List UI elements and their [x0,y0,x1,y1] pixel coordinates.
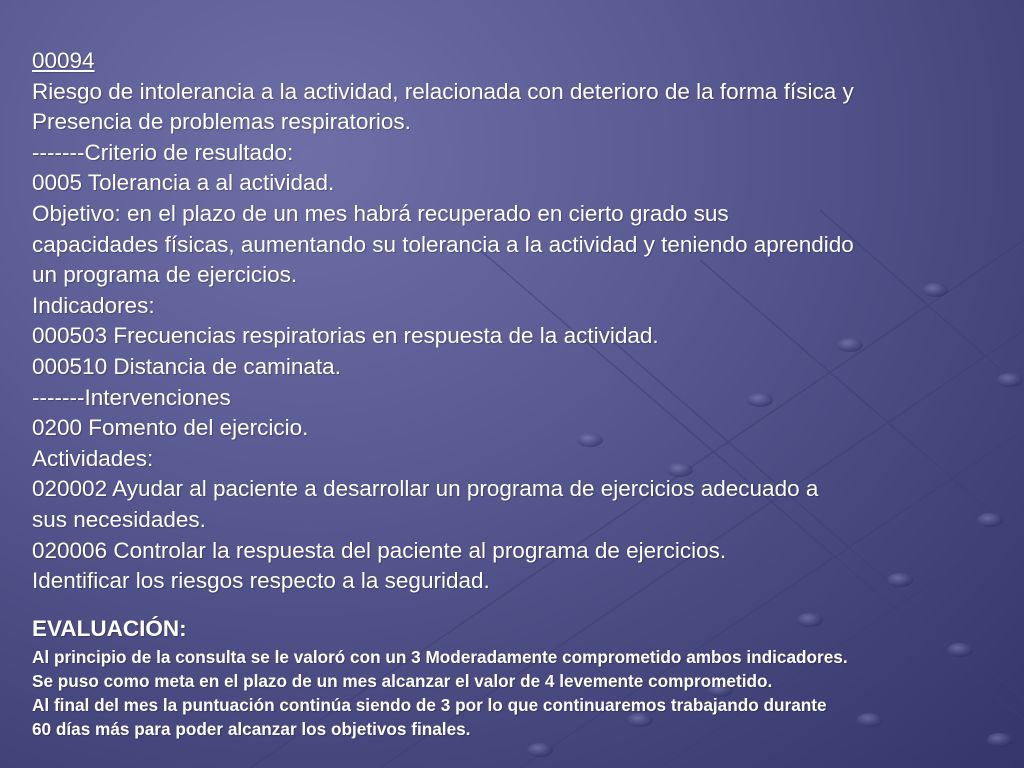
evaluation-line: Se puso como meta en el plazo de un mes alcanzar el valor de 4 levemente comprometido. [32,670,773,691]
text-line: 020002 Ayudar al paciente a desarrollar un programa de ejercicios adecuado a [32,476,819,502]
evaluation-line: 60 días más para poder alcanzar los objetivos finales. [32,718,471,739]
text-line: 020006 Controlar la respuesta del paciente al programa de ejercicios. [32,537,727,563]
slide-body [32,46,992,597]
evaluation-line: Al principio de la consulta se le valoró con un 3 Moderadamente comprometido ambos indicadores. [32,646,848,667]
text-line: -------Criterio de resultado: [32,139,294,165]
diagnosis-code: 00094 [32,48,95,73]
text-line: capacidades físicas, aumentando su tolerancia a la actividad y teniendo aprendido [32,231,854,257]
text-line: 000503 Frecuencias respiratorias en respuesta de la actividad. [32,323,659,349]
evaluation-title: EVALUACIÓN: [32,615,187,641]
text-line: 000510 Distancia de caminata. [32,353,341,379]
text-line: -------Intervenciones [32,384,231,410]
text-line: Actividades: [32,445,154,471]
text-line: Indicadores: [32,292,155,318]
text-line: Identificar los riesgos respecto a la seguridad. [32,568,490,594]
text-line: Objetivo: en el plazo de un mes habrá recuperado en cierto grado sus [32,200,729,226]
text-line: 0005 Tolerancia a al actividad. [32,170,335,196]
evaluation-line: Al final del mes la puntuación continúa siendo de 3 por lo que continuaremos trabajando durante [32,694,827,715]
text-line: sus necesidades. [32,506,206,532]
text-line: 0200 Fomento del ejercicio. [32,415,309,441]
text-line: un programa de ejercicios. [32,262,298,288]
text-line: Riesgo de intolerancia a la actividad, relacionada con deterioro de la forma física y [32,78,854,104]
slide-content [32,46,992,741]
text-line: Presencia de problemas respiratorios. [32,109,411,135]
spacer [32,597,992,613]
evaluation-section [32,613,992,741]
